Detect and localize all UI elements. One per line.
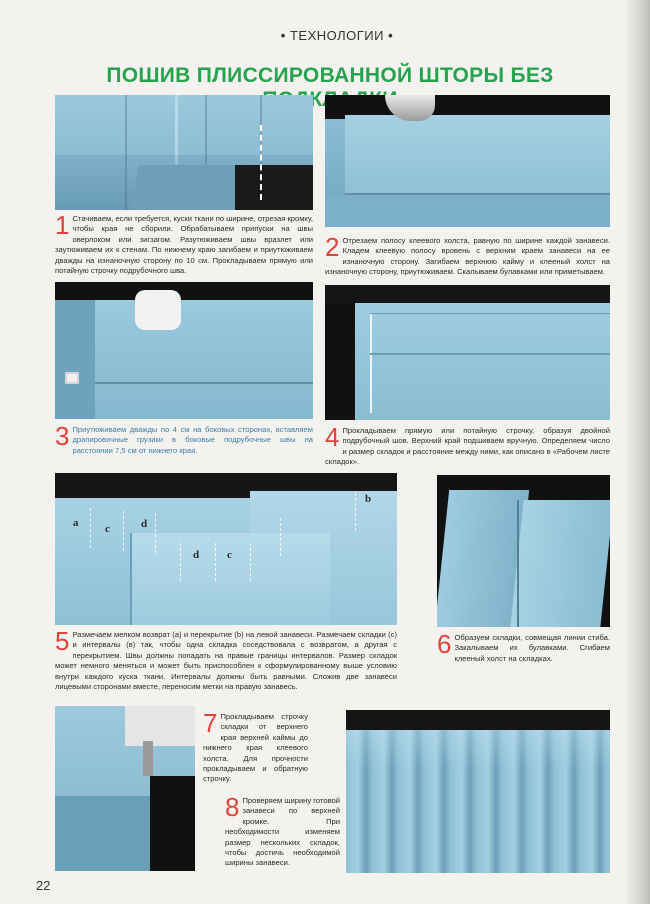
label-b: b	[365, 493, 372, 505]
step-1-text: 1 Стачиваем, если требуется, куски ткани по ширине, отрезая кромку, чтобы края не сборили. Обрабатываем припуски на швы оверлоком или зигзагом. Разутюживаем швы вразлет или заутюживаем их к стенам. По нижнему краю загибаем и приутюживаем дважды на изнаночную сторону по 10 см. Прокладываем прямую или потайную строчку подрубочного шва.	[55, 210, 313, 276]
step-number: 1	[55, 210, 70, 240]
step-number: 2	[325, 232, 340, 262]
bullet-icon: •	[280, 28, 286, 43]
step-number: 4	[325, 422, 340, 452]
photo-step-3	[55, 282, 313, 419]
photo-step-4	[325, 285, 610, 420]
bullet-icon: •	[388, 28, 394, 43]
step-7-text: 7 Прокладываем строчку складки от верхнего края верхней каймы до нижнего края клеевого холста. Для прочности прокладываем и обратную строчку.	[203, 708, 308, 784]
step-number: 6	[437, 629, 452, 659]
photo-step-8	[346, 710, 610, 873]
photo-step-6	[437, 475, 610, 627]
step-number: 5	[55, 626, 70, 656]
label-c: c	[227, 549, 232, 561]
step-8-text: 8 Проверяем ширину готовой занавеси по верхней кромке. При необходимости изменяем размер нескольких складок, чтобы достичь необходимой ширины занавеси.	[225, 792, 340, 868]
step-number: 7	[203, 708, 218, 738]
step-2-text: 2 Отрезаем полосу клеевого холста, равную по ширине каждой занавеси. Кладем клеевую полосу вровень с верхним краем занавеси на ее изнаночную сторону. Загибаем верхнюю кайму и клееный холст на изнаночную сторону, приутюживаем. Скалываем булавками или приметываем.	[325, 232, 610, 277]
step-3-text: 3 Приутюживаем дважды по 4 см на боковых сторонах, вставляем драпировочные грузики в боковые подрубочные швы на расстоянии 7,5 см от нижнего края.	[55, 421, 313, 455]
page-title: ПОШИВ ПЛИССИРОВАННОЙ ШТОРЫ БЕЗ	[106, 64, 554, 87]
label-d: d	[193, 549, 200, 561]
label-a: a	[73, 517, 79, 529]
label-d: d	[141, 518, 148, 530]
section-label: ТЕХНОЛОГИИ	[289, 28, 384, 43]
photo-step-1	[55, 95, 313, 210]
label-c: c	[105, 523, 110, 535]
step-4-text: 4 Прокладываем прямую или потайную строчку, образуя двойной подрубочный шов. Верхний край подшиваем вручную. Определяем число и размер складок и расстояние между ними, как описано в «Рабочем листе складок».	[325, 422, 610, 467]
step-5-text: 5 Размечаем мелком возврат (a) и перекрытие (b) на левой занавеси. Размечаем складки (c) и интервалы (в) так, чтобы одна складка соседствовала с возвратом, а другая с перекрытием. Швы должны попадать на правые границы интервалов. Размер складок может немного меняться и может быть приспособлен к сформулированному выше условию внутри каждого куска ткани. Интервалы должны быть равными. Сложив две занавеси лицевыми сторонами вместе, переносим метки на правую занавесь.	[55, 626, 397, 692]
photo-step-7	[55, 706, 195, 871]
photo-step-2	[325, 95, 610, 227]
step-number: 3	[55, 421, 70, 451]
page-number: 22	[36, 878, 51, 893]
section-tag	[262, 28, 412, 43]
photo-step-5	[55, 473, 397, 625]
step-6-text: 6 Образуем складки, совмещая линии стиба. Закалываем их булавками. Сгибаем клееный холст на складках.	[437, 629, 610, 663]
step-number: 8	[225, 792, 240, 822]
page-binding-shadow	[624, 0, 650, 904]
